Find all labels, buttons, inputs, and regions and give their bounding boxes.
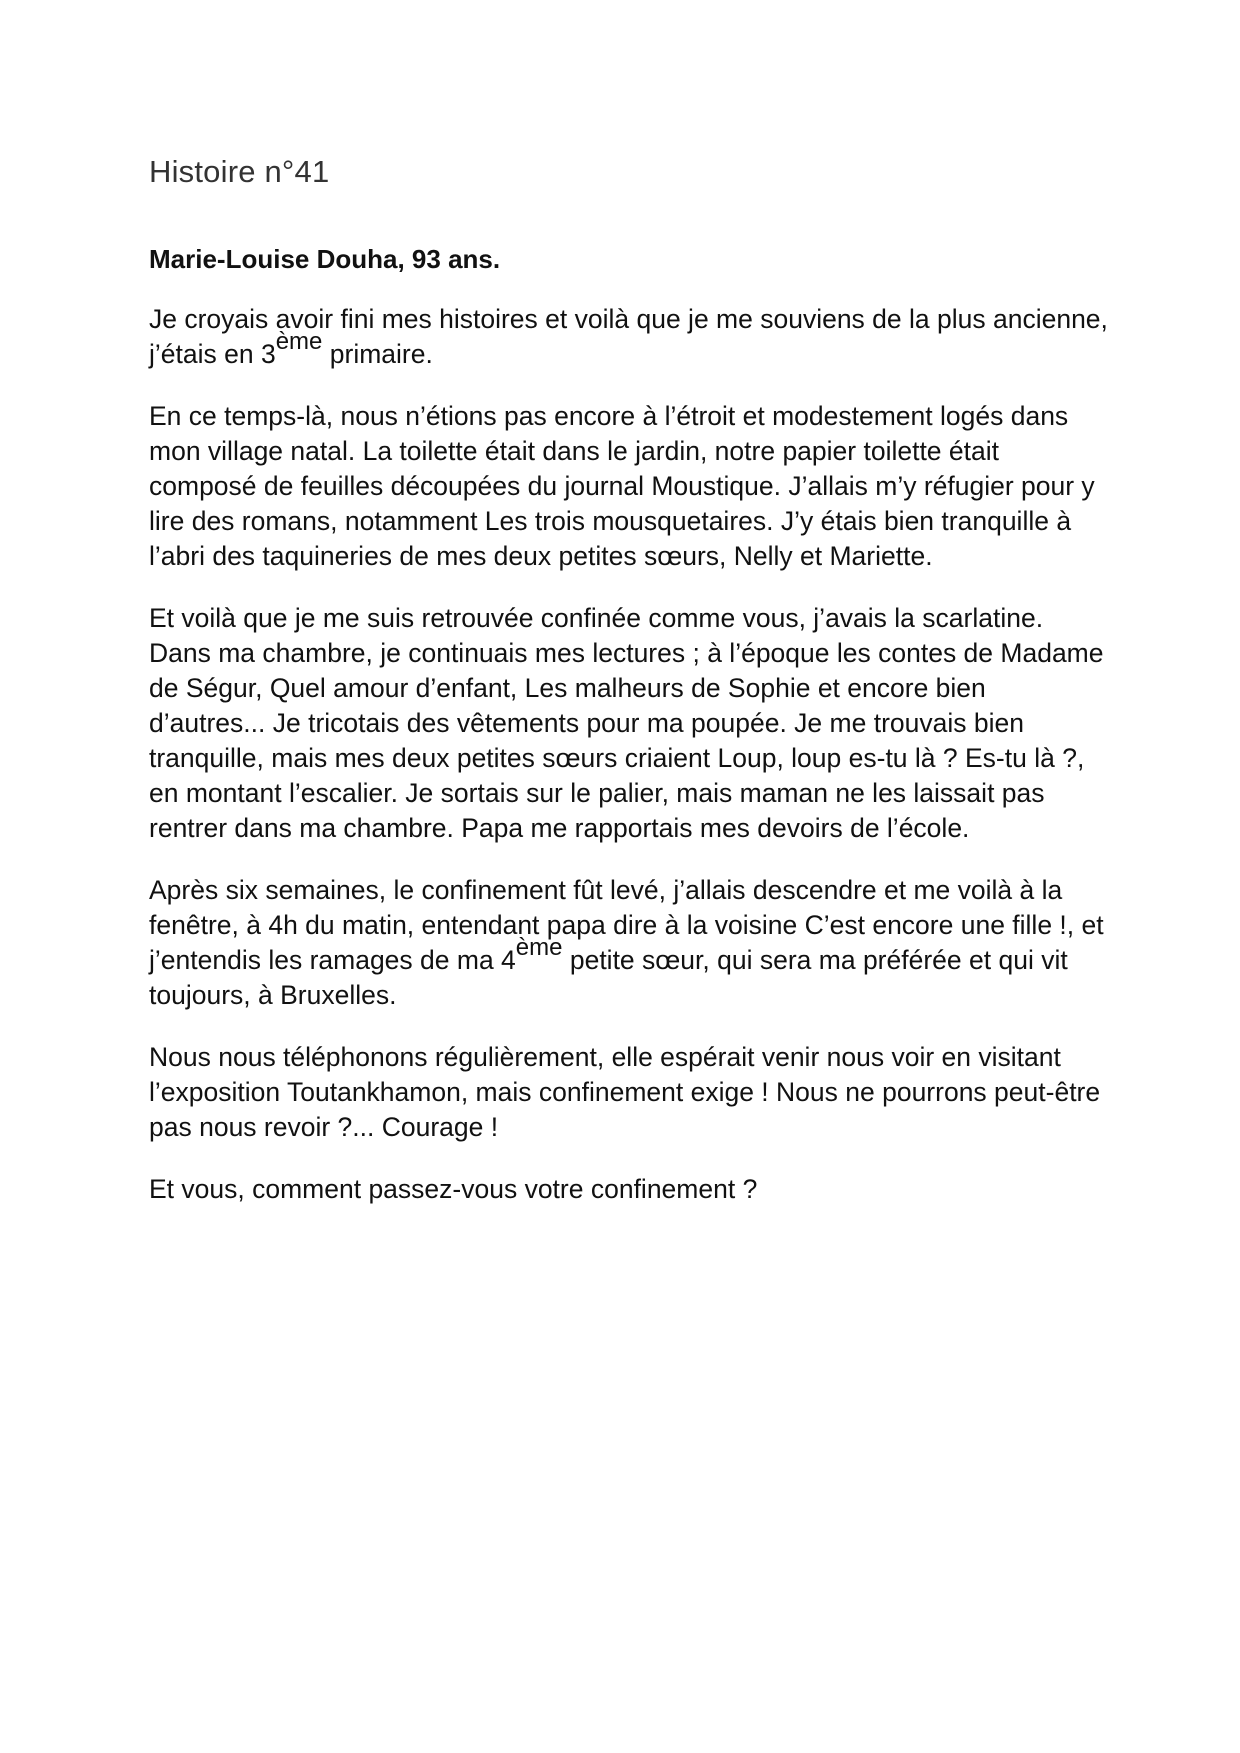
paragraph-intro-text: Je croyais avoir fini mes histoires et voilà que je me souviens de la plus ancienne, j’étais en 3: [149, 304, 1108, 369]
ordinal-superscript: ème: [515, 934, 563, 961]
paragraph-sister-text-end: petite sœur, qui sera ma préférée et qui vit toujours, à Bruxelles.: [149, 945, 1068, 1010]
document-page: [149, 152, 1109, 1207]
paragraph-intro: [149, 302, 1109, 372]
paragraph-sister-text: Après six semaines, le confinement fût levé, j’allais descendre et me voilà à la fenêtre, à 4h du matin, entendant papa dire à la voisine C’est encore une fille !, et j’entendis les ramages de ma 4: [149, 875, 1104, 975]
paragraph-sister: [149, 873, 1109, 1013]
ordinal-superscript: ème: [275, 328, 323, 355]
paragraph-scarlatine: Et voilà que je me suis retrouvée confinée comme vous, j’avais la scarlatine. Dans ma chambre, je continuais mes lectures ; à l’époque les contes de Madame de Ségur, Quel amour d’enfant, Les malheurs de Sophie et encore bien d’autres... Je tricotais des vêtements pour ma poupée. Je me trouvais bien tranquille, mais mes deux petites sœurs criaient Loup, loup es-tu là ? Es-tu là ?, en montant l’escalier. Je sortais sur le palier, mais maman ne les laissait pas rentrer dans ma chambre. Papa me rapportais mes devoirs de l’école.: [149, 603, 1104, 843]
paragraph-village: En ce temps-là, nous n’étions pas encore à l’étroit et modestement logés dans mon village natal. La toilette était dans le jardin, notre papier toilette était composé de feuilles découpées du journal Moustique. J’allais m’y réfugier pour y lire des romans, notamment Les trois mousquetaires. J’y étais bien tranquille à l’abri des taquineries de mes deux petites sœurs, Nelly et Mariette.: [149, 401, 1095, 571]
paragraph-intro-text-end: primaire.: [322, 339, 433, 369]
paragraph-phone: Nous nous téléphonons régulièrement, elle espérait venir nous voir en visitant l’exposition Toutankhamon, mais confinement exige ! Nous ne pourrons peut-être pas nous revoir ?... Courage !: [149, 1042, 1101, 1142]
paragraph-closing: Et vous, comment passez-vous votre confinement ?: [149, 1174, 758, 1204]
document-title: Histoire n°41: [149, 154, 330, 189]
author-line: Marie-Louise Douha, 93 ans.: [149, 244, 501, 274]
